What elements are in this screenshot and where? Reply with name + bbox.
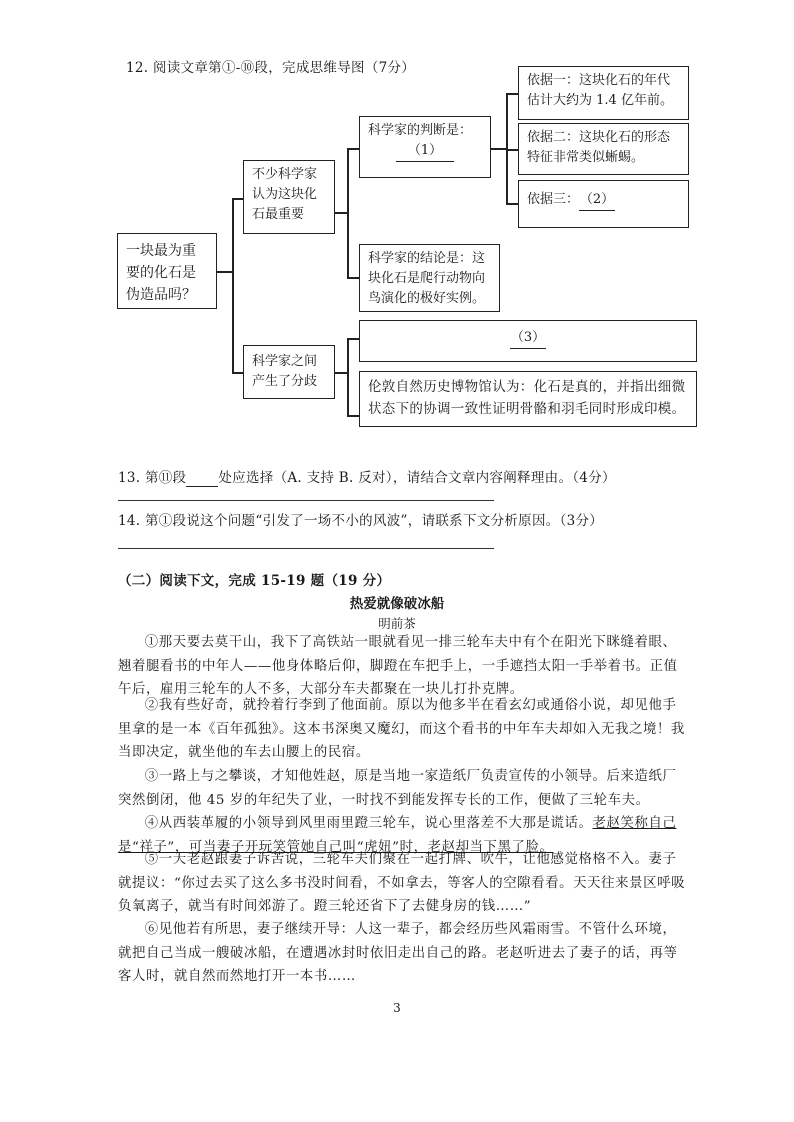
- paragraph-4-underlined: 老赵笑称自己是“祥子”，可当妻子开玩笑管她自己叫“虎妞”时，老赵却当下黑了脸。: [118, 816, 677, 855]
- connector: [232, 198, 243, 200]
- connector: [506, 93, 518, 95]
- connector: [347, 148, 359, 150]
- q13-prompt: [118, 466, 616, 487]
- connector: [347, 338, 359, 340]
- mindmap-museum-box: 伦敦自然历史博物馆认为：化石是真的，并指出细微状态下的协调一致性证明骨骼和羽毛同时形成印模。: [359, 371, 697, 427]
- evidence-1-box: 依据一：这块化石的年代估计大约为 1.4 亿年前。: [518, 66, 689, 120]
- q13-prefix: 13. 第⑪段: [118, 470, 187, 486]
- connector: [347, 338, 349, 416]
- paragraph-5: ⑤一天老赵跟妻子诉苦说，三轮车夫们聚在一起打牌、吹牛，让他感觉格格不入。妻子就提议：“你过去买了这么多书没时间看，不如拿去，等客人的空隙看看。天天往来景区呼吸负氧离子，就当有时间郊游了。蹬三轮还省下了去健身房的钱……”: [118, 852, 686, 914]
- paragraph-4-text: ④从西装革履的小领导到风里雨里蹬三轮车，说心里落差不大那是谎话。: [144, 816, 593, 831]
- q13-suffix: 处应选择（A. 支持 B. 反对），请结合文章内容阐释理由。（4分）: [218, 470, 616, 486]
- mindmap-branch-scientists-view: 不少科学家认为这块化石最重要: [243, 160, 335, 234]
- connector: [506, 203, 518, 205]
- paragraph-6: ⑥见他若有所思，妻子继续开导：人这一辈子，都会经历些风霜雨雪。不管什么环境，就把自己当成一艘破冰船，在遭遇冰封时依旧走出自己的路。老赵听进去了妻子的话，再等客人时，就自然而然地打开一本书……: [118, 922, 678, 984]
- article-author: 明前茶: [378, 616, 416, 631]
- article-title: 热爱就像破冰船: [349, 596, 445, 612]
- connector: [347, 148, 349, 278]
- blank-3-box[interactable]: [359, 320, 697, 362]
- connector: [506, 149, 518, 151]
- connector: [490, 148, 507, 150]
- connector: [216, 271, 233, 273]
- connector: [506, 93, 508, 203]
- mindmap-conclusion-box: 科学家的结论是：这块化石是爬行动物向鸟演化的极好实例。: [359, 244, 500, 312]
- q12-heading: 12. 阅读文章第①-⑩段，完成思维导图（7分）: [126, 60, 416, 76]
- connector: [334, 212, 348, 214]
- blank-3[interactable]: （3）: [510, 328, 546, 349]
- q13-choice-blank[interactable]: [186, 470, 218, 487]
- paragraph-2: ②我有些好奇，就拎着行李到了他面前。原以为他多半在看玄幻或通俗小说，却见他手里拿的是一本《百年孤独》。这本书深奥又魔幻，而这个看书的中年车夫却如入无我之境！我当即决定，就坐他的车去山腰上的民宿。: [118, 698, 685, 760]
- section2-heading: （二）阅读下文，完成 15-19 题（19 分）: [118, 573, 391, 589]
- page-number: 3: [393, 1001, 401, 1015]
- mindmap-root: 一块最为重要的化石是伪造品吗？: [117, 233, 217, 309]
- connector: [347, 277, 359, 279]
- evidence-2-box: 依据二：这块化石的形态特征非常类似蜥蜴。: [518, 123, 689, 175]
- paragraph-3: ③一路上与之攀谈，才知他姓赵，原是当地一家造纸厂负责宣传的小领导。后来造纸厂突然倒闭，他 45 岁的年纪失了业，一时找不到能发挥专长的工作，便做了三轮车夫。: [118, 769, 677, 808]
- connector: [347, 415, 359, 417]
- evidence-3-box: [518, 180, 689, 228]
- connector: [232, 372, 243, 374]
- connector: [232, 198, 234, 373]
- connector: [334, 372, 348, 374]
- q14-answer-line[interactable]: [118, 548, 494, 549]
- q14-prompt: 14. 第①段说这个问题“引发了一场不小的风波”，请联系下文分析原因。（3分）: [118, 513, 604, 529]
- paragraph-1: ①那天要去莫干山，我下了高铁站一眼就看见一排三轮车夫中有个在阳光下眯缝着眼、翘着腿看书的中年人——他身体略后仰，脚蹬在车把手上，一手遮挡太阳一手举着书。正值午后，雇用三轮车的人不多，大部分车夫都聚在一块儿打扑克牌。: [118, 635, 678, 697]
- mindmap-branch-disagreement: 科学家之间产生了分歧: [243, 345, 335, 399]
- mindmap-judgment-box: [359, 116, 491, 178]
- blank-2[interactable]: （2）: [579, 190, 615, 211]
- blank-1[interactable]: （1）: [396, 141, 454, 162]
- q13-answer-line[interactable]: [118, 500, 494, 501]
- evidence-3-label: 依据三：: [527, 192, 580, 207]
- judgment-label: 科学家的判断是：: [368, 123, 473, 138]
